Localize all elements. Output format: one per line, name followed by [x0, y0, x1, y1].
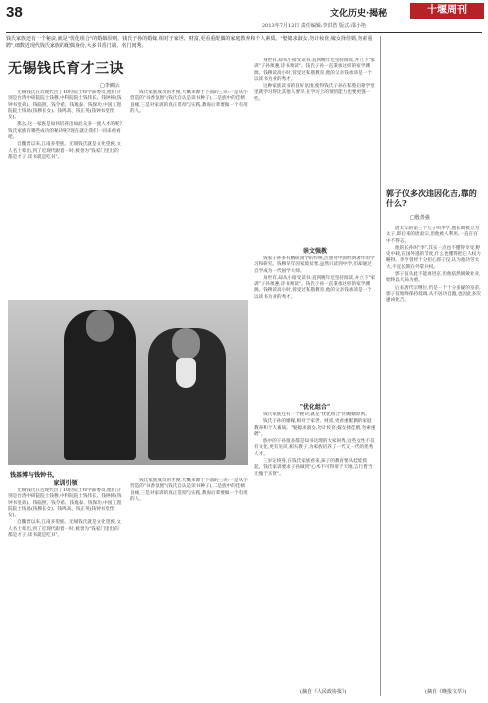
sidebar-title: 郭子仪多次违因化吉,靠的什么?: [386, 188, 477, 208]
paragraph: 钱氏家族还有一个秘诀,就是"优化组合"的婚姻原则。: [263, 412, 370, 417]
article-column-2b: [130, 478, 248, 693]
section-name: 文化历史·揭秘: [330, 9, 388, 19]
header-rule: [6, 32, 482, 33]
page-number: 38: [6, 4, 23, 21]
paragraph: 无锡钱氏在近现代出了10位院士和学部委员,他们分别是台湾中研院院士钱穆,中科院院士钱伟长、钱钟韩(钱钟书堂弟)、钱临照、钱令希、钱逸泰、钱保功,中国工程院院士钱易(钱穆长女)、钱鸣高、钱正英(钱钟书堂侄女)。: [8, 90, 122, 121]
article-headline: 无锡钱氏育才三诀: [8, 61, 124, 77]
paragraph: 钱家子孙多有精研国学的传统,注重对中国经典著作的学习和研究。钱穆早年因家境贫寒,虽然只读到中学,但却通过自学成为一代国学大师。: [254, 256, 375, 274]
paragraph: 他的长孙叫"李",其实一点也不懂得享受,野史中载,在国外逃的节度,什么也懂得把它人权力略得。李亨曾经十分担心郭子仪,认为他功劳太大,不宜长期在外掌兵权。: [386, 245, 481, 270]
photo-figure-standing: [64, 310, 136, 460]
photo-figure-head: [86, 310, 114, 342]
sidebar-byline: □殷善强: [410, 215, 430, 221]
subhead-optimal-match: "优化组合": [299, 404, 331, 411]
article-column-1b: [8, 488, 123, 693]
photo-figure-seated: [148, 328, 226, 460]
paragraph: 钱氏家族成员的才俊,大概来源于下面的三诀:一是从小营造的"书香氛围"(钱氏自认是读书种子),二是族中的佳婿良缘,三是对家训的真正贯彻与实践,教诲后辈要做一个有用的人。: [130, 478, 248, 502]
paragraph: 这种家族读书的良好氛围,使得钱氏子孙在私塾启蒙学堂里就学习得比其他人要早,在学习上的领悟能力也要更强一些。: [254, 84, 375, 102]
paragraph: 族中的子孙很多都是知书达理的大家闺秀,这些女性不仅有文化,更有见识,相夫教子,为家族培养了一代又一代的优秀人才。: [254, 439, 375, 457]
paragraph: 自魏晋以来,江南多望族。无锡钱氏就是文化望族,文人名士辈出,到了近现代跟着一时,被誉为"钱家门里出的都是才子,读书就是吃书"。: [8, 520, 121, 539]
newspaper-header: [0, 0, 488, 34]
subhead-family-training: 家训引领: [53, 480, 78, 487]
sidebar-source: (摘自《晚报文萃》): [425, 689, 467, 695]
article-column-3b: [254, 256, 376, 396]
subhead-culture-education: 崇文强教: [302, 248, 327, 255]
paragraph: 钱氏家族成员的才俊,大概来源于下面的三诀:一是从小营造的"书香氛围"(钱氏自认是读书种子),二是族中的佳婿良缘,三是对家训的真正贯彻与实践,教诲后辈要做一个有用的人。: [130, 90, 248, 114]
sidebar-body: [386, 226, 482, 684]
photo-caption: 钱基博与钱钟书。: [10, 472, 59, 479]
paragraph: 后来唐代宗继位,仍是一个十分多疑的皇帝,郭子仪始终保持低调,从不居功自傲,也因此多次逢凶化吉。: [386, 285, 481, 304]
paragraph: 身世有,却从小接受读书,直到晚年还坚持阅读,并立下"家训"子孙须遵,诗书须读"。钱氏子孙一直秉承这样的家学渊源。钱穆读高小时,曾受过私塾教育,他的父亲钱承沛是一个以读书为业的秀才。: [254, 58, 376, 82]
paragraph: 无锡钱氏在近现代出了10位院士和学部委员,他们分别是台湾中研院院士钱穆,中科院院士钱伟长、钱钟韩(钱钟书堂弟)、钱临照、钱令希、钱逸泰、钱保功,中国工程院院士钱易(钱穆长女)、钱鸣高、钱正英(钱钟书堂侄女)。: [8, 488, 122, 519]
photo-figure-head: [172, 328, 200, 360]
article-column-2: [130, 90, 248, 295]
paragraph: 钱氏子孙的婚嫁,相对于家世、财富,更看重配偶的家庭教养和个人素质。"娶媳求淑女,勿计妆奁;嫁女择佳婿,勿索重聘"。: [254, 419, 376, 437]
column-divider: [380, 36, 381, 696]
paragraph: 那么,这一家族是如何培养出如此众多一流人才的呢?钱氏家族有哪些成功的秘诀呢?现在就让我们一同来看看吧。: [8, 122, 122, 141]
article-column-1: [8, 90, 123, 295]
edition-meta: 2013年7月12日 责任编辑:李洪浩 版式:邵小艳: [262, 23, 366, 29]
article-column-4: [254, 412, 376, 682]
paragraph: 自魏晋以来,江南多望族。无锡钱氏就是文化望族,文人名士辈出,到了近现代跟着一时,被誉为"钱家门里出的都是才子,读书就是吃书"。: [8, 142, 121, 160]
paragraph: 郭子仪从此不能再进京,但他依然兢兢业业,始终以大局为重。: [386, 272, 481, 284]
article-photo: [8, 300, 248, 465]
article-byline: □李湘云: [100, 83, 120, 89]
article-column-3: [254, 58, 376, 240]
photo-figure-beard: [176, 358, 196, 388]
article-lede: 钱氏家族还有一个秘诀,就是"优化组合"的婚姻原则。钱氏子孙的婚嫁,相对于家世、财富,更看重配偶的家庭教养和个人素质。"娶媳求淑女,勿计妆奁;嫁女择佳婿,勿索重聘",细数近现代钱氏家族的配偶身份,大多书香门第、名门闺秀。: [6, 36, 373, 49]
paragraph: 身世有,却从小接受读书,直到晚年还坚持阅读,并立下"家训"子孙须遵,诗书须读"。钱氏子孙一直秉承这样的家学渊源。钱穆读高小时,曾受过私塾教育,他的父亲钱承沛是一个以读书为业的秀才。: [254, 275, 376, 300]
brand-banner: 十堰周刊: [410, 3, 484, 19]
paragraph: 唐太宗的第三个儿子叫李亨,他长期被立为太子,即后来的唐肃宗,但他被人利用,一直在宫中不得志。: [386, 226, 480, 244]
article-source: (摘自《人民政协报》): [300, 689, 347, 695]
paragraph: 三岁定终身,在钱氏家族看来,孩子的教育要从娃娃抓起。钱氏家训要求子孙做到"心术不可得罪于天地,言行皆当无愧于圣贤"。: [254, 459, 373, 477]
